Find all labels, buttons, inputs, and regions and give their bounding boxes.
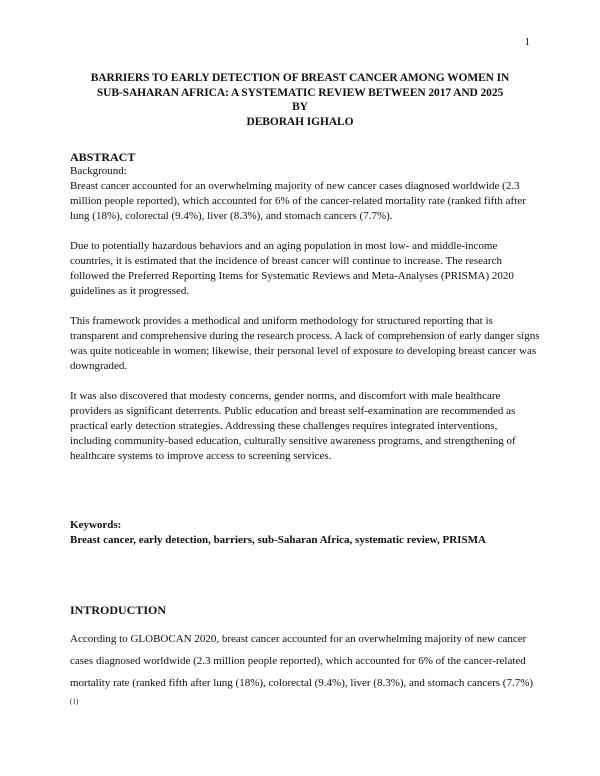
introduction-paragraph: [70, 628, 540, 716]
introduction-text: According to GLOBOCAN 2020, breast cancer accounted for an overwhelming majority of new cancer cases diagnosed worldwide (2.3 million people reported), which accounted for 6% of the cancer-related mortality rate (ranked fifth after lung (18%), colorectal (9.4%), liver (8.3%), and stomach cancers (7.7%): [70, 633, 534, 689]
keywords-label: Keywords:: [70, 519, 122, 531]
keywords-text: Breast cancer, early detection, barriers, sub-Saharan Africa, systematic review, PRISMA: [70, 534, 486, 546]
citation-marker: (1): [70, 697, 79, 706]
author-name: DEBORAH IGHALO: [246, 115, 354, 128]
keywords-section: [70, 518, 540, 548]
background-label: Background:: [70, 165, 127, 177]
abstract-heading: ABSTRACT: [70, 150, 136, 164]
introduction-heading: INTRODUCTION: [70, 603, 167, 617]
title-by: BY: [292, 101, 308, 113]
abstract-paragraph: This framework provides a methodical and uniform methodology for structured reporting that is transparent and comprehensive during the research process. A lack of comprehension of early danger signs was quite noticeable in women; likewise, their personal level of exposure to developing breast cancer was downgraded.: [70, 315, 540, 372]
page-number: 1: [524, 36, 530, 48]
abstract-paragraph: Breast cancer accounted for an overwhelming majority of new cancer cases diagnosed worldwide (2.3 million people reported), which accounted for 6% of the cancer-related mortality rate (ranked fifth after lung (18%), colorectal (9.4%), liver (8.3%), and stomach cancers (7.7%).: [70, 180, 526, 222]
abstract-section: [70, 150, 540, 479]
title-line-1: BARRIERS TO EARLY DETECTION OF BREAST CANCER AMONG WOMEN IN: [90, 72, 510, 84]
document-title: [60, 71, 540, 129]
abstract-paragraph: Due to potentially hazardous behaviors and an aging population in most low- and middle-income countries, it is estimated that the incidence of breast cancer will continue to increase. The research followed the Preferred Reporting Items for Systematic Reviews and Meta-Analyses (PRISMA) 2020 guidelines as it progressed.: [70, 240, 514, 297]
abstract-paragraph: It was also discovered that modesty concerns, gender norms, and discomfort with male healthcare providers as significant deterrents. Public education and breast self-examination are recommended as practical early detection strategies. Addressing these challenges requires integrated interventions, including community-based education, culturally sensitive awareness programs, and strengthening of healthcare systems to improve access to screening services.: [70, 390, 516, 462]
title-line-2: SUB-SAHARAN AFRICA: A SYSTEMATIC REVIEW BETWEEN 2017 AND 2025: [96, 86, 504, 99]
